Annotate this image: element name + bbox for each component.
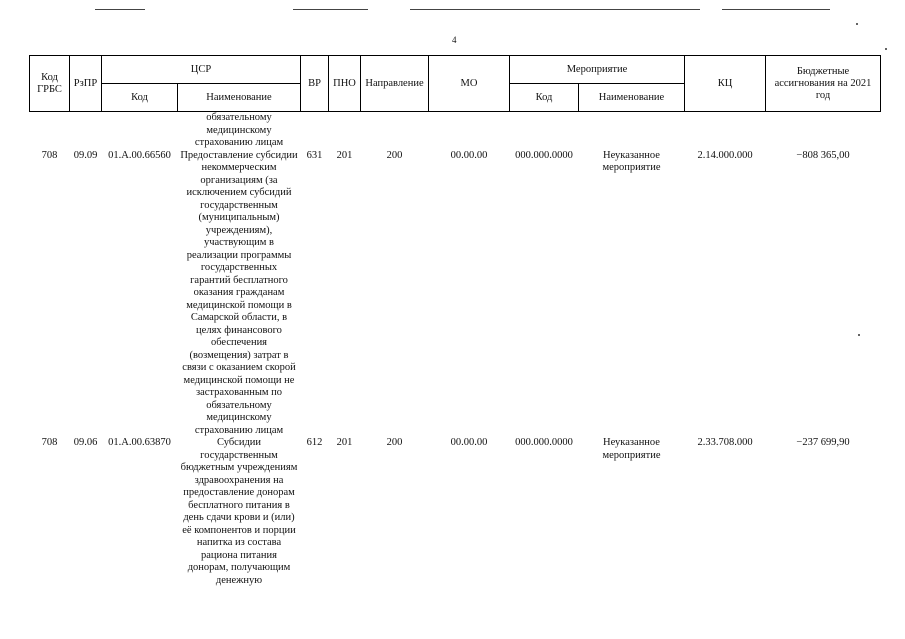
- budget-table: [29, 55, 881, 587]
- top-rule: [95, 9, 145, 10]
- table-row: [30, 150, 881, 438]
- cell-napravlenie: 200: [386, 437, 403, 448]
- continuation-row: [30, 112, 881, 150]
- cell-mer-code: 000.000.0000: [515, 437, 573, 448]
- cell-mer-name: Неуказанное мероприятие: [602, 149, 661, 173]
- cell-mer-code: 000.000.0000: [515, 149, 573, 161]
- top-rule: [722, 9, 830, 10]
- header-rzpr: РзПР: [70, 56, 102, 112]
- cell-grbs: 708: [41, 149, 58, 161]
- header-csr-name: Наименование: [178, 84, 301, 112]
- header-csr: ЦСР: [102, 56, 301, 84]
- cell-amount: −808 365,00: [796, 149, 850, 161]
- page-number: 4: [452, 35, 457, 45]
- cell-mo: 00.00.00: [450, 437, 488, 448]
- cell-vr: 631: [306, 149, 323, 161]
- cell-csr-code: 01.А.00.63870: [108, 437, 171, 448]
- header-pno: ПНО: [329, 56, 361, 112]
- cell-mer-name: Неуказанное мероприятие: [602, 437, 661, 461]
- scan-speck: [856, 23, 858, 25]
- cell-grbs: 708: [41, 437, 58, 448]
- cell-csr-name: Субсидии государственным бюджетным учреждениям здравоохранения на предоставление донорам бесплатного питания в день сдачи крови и (или) её компонентов и порции напитка из состава рациона питания донорам, получающим денежную: [180, 437, 298, 586]
- cell-rzpr: 09.06: [73, 437, 98, 448]
- header-kc: КЦ: [685, 56, 766, 112]
- header-mer-name: Наименование: [579, 84, 685, 112]
- continuation-text: обязательному медицинскому страхованию лицам: [194, 112, 284, 148]
- cell-mo: 00.00.00: [450, 149, 488, 161]
- cell-kc: 2.14.000.000: [697, 149, 753, 161]
- header-napravlenie: Направление: [361, 56, 429, 112]
- cell-napravlenie: 200: [386, 149, 403, 161]
- cell-vr: 612: [306, 437, 323, 448]
- header-kod-grbs: Код ГРБС: [30, 56, 70, 112]
- cell-amount: −237 699,90: [796, 437, 850, 448]
- cell-kc: 2.33.708.000: [697, 437, 753, 448]
- header-vr: ВР: [301, 56, 329, 112]
- header-mer-kod: Код: [510, 84, 579, 112]
- cell-pno: 201: [336, 149, 353, 161]
- header-mo: МО: [429, 56, 510, 112]
- cell-pno: 201: [336, 437, 353, 448]
- scan-speck: [885, 48, 887, 50]
- header-meropriyatie: Мероприятие: [510, 56, 685, 84]
- top-rule: [410, 9, 700, 10]
- top-rule: [293, 9, 368, 10]
- cell-rzpr: 09.09: [73, 149, 98, 161]
- cell-csr-name: Предоставление субсидии некоммерческим организациям (за исключением субсидий государственным (муниципальным) учреждениям), участвующим в реализации программы государственных гарантий бесплатного оказания гражданам медицинской помощи в Самарской области, в целях финансового обеспечения (возмещения) затрат в связи с оказанием скорой медицинской помощи не застрахованным по обязательному медицинскому страхованию лицам: [180, 149, 298, 436]
- header-row: [30, 56, 881, 84]
- header-csr-kod: Код: [102, 84, 178, 112]
- table-row: [30, 437, 881, 587]
- header-budget: Бюджетные ассигнования на 2021 год: [766, 56, 881, 112]
- cell-csr-code: 01.А.00.66560: [108, 149, 171, 161]
